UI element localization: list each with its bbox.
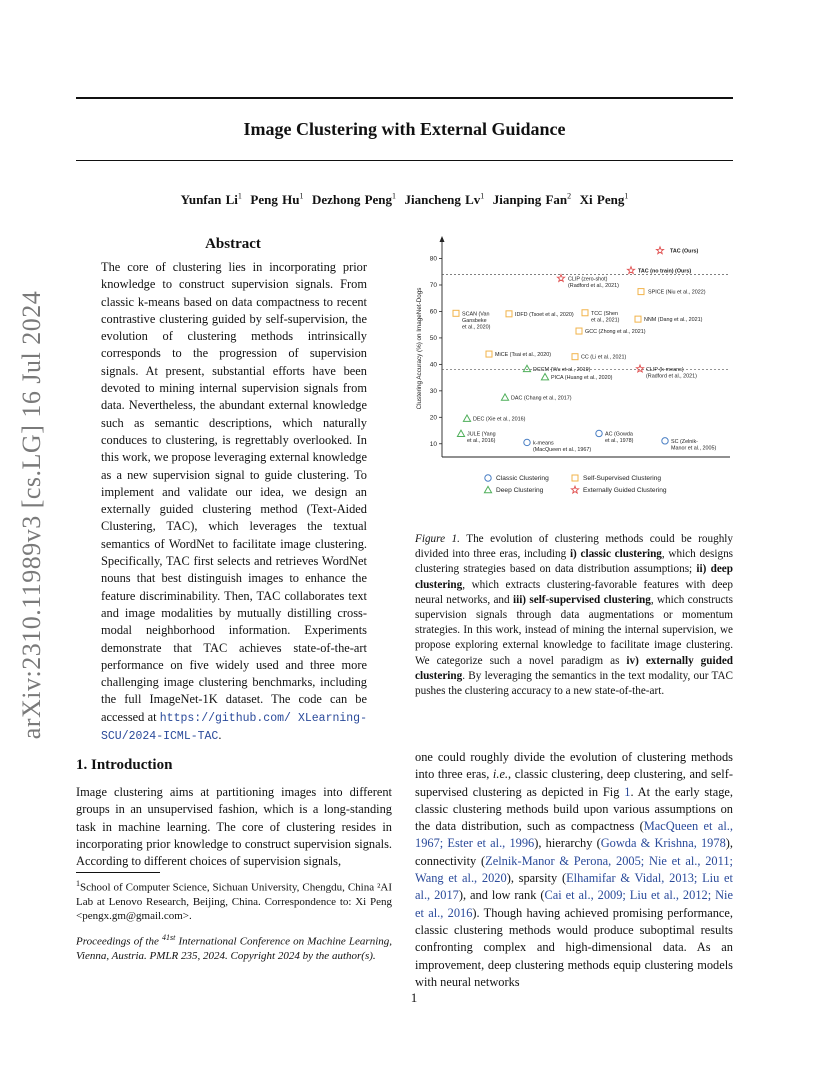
abstract-body: The core of clustering lies in incorporating prior knowledge to construct supervision signals. From classic k-means based on data compactness to recent contrastive clustering guided by self-supervision, the evolution of clustering methods intrinsically corresponds to the progression of supervision signals. At present, substantial efforts have been devoted to mining internal supervision signals from data. Nevertheless, the abundant external knowledge such as semantic descriptions, which naturally conduces to clustering, is regrettably overlooked. In this work, we propose leveraging external knowledge as a new supervision signal to guide clustering. To implement and validate our idea, we design an externally guided clustering method (Text-Aided Clustering, TAC), which leverages the textual semantics of WordNet to facilitate image clustering. Specifically, TAC first selects and retrieves WordNet nouns that best distinguish images to enhance the feature discriminability. Then, TAC collaborates text and image modalities by mutually distilling cross-modal neighborhood information. Experiments demonstrate that TAC achieves state-of-the-art performance on five widely used and three more challenging image clustering benchmarks, including the full ImageNet-1K dataset. The code can be accessed at https://github.com/ XLearning-SCU/2024-ICML-TAC. [101,260,367,744]
y-axis-label: Clustering Accuracy (%) on ImageNet-Dogs [416,287,423,410]
data-point-label: TAC (Ours) [670,248,699,255]
data-point-external [557,275,564,282]
proceedings-note: Proceedings of the $^{41st}$ International Conference on Machine Learning, Vienna, Austria. PMLR 235, 2024. Copyright 2024 by the author(s). [76,933,393,963]
data-point-external [636,365,643,372]
y-tick-label: 50 [429,334,437,342]
data-point-label: PICA (Huang et al., 2020) [551,375,613,382]
data-point-external [656,247,663,254]
data-point-self [506,311,512,317]
data-point-label: TAC (no train) (Ours) [638,268,692,275]
citation-link[interactable]: Gowda & Krishna, 1978 [600,836,726,851]
data-point-classic [524,439,530,445]
legend-label: Classic Clustering [496,475,549,482]
section-heading-introduction: 1. Introduction [76,757,173,773]
figure-ref-link[interactable]: 1 [624,784,631,799]
legend-marker-self [572,475,578,481]
affiliation-footnote: $^1$School of Computer Science, Sichuan University, Chengdu, China ²AI Lab at Lenovo Research, Beijing, China. Correspondence to: Xi Peng <pengx.gm@gmail.com>. [76,879,392,923]
legend-marker-classic [485,475,491,481]
citation-link[interactable]: Cai et al., 2009; Liu et al., 2012; Nie et al., 2016 [415,888,733,920]
author: Jiancheng Lv$^1$ [404,192,485,208]
y-tick-label: 70 [429,281,437,289]
legend-label: Externally Guided Clustering [583,487,667,494]
data-point-label: SCAN (Van Gansbeke et al., 2020) [462,311,491,331]
figure-1-chart [412,232,734,504]
author: Jianping Fan$^2$ [492,192,572,208]
data-point-label: CLIP (k-means) (Radford et al., 2021) [646,366,697,380]
data-point-label: IDFD (Tsoet et al., 2020) [515,311,574,318]
data-point-self [486,351,492,357]
data-point-label: k-means (MacQueen et al., 1967) [533,440,592,453]
citation-link[interactable]: MacQueen et al., 1967; Ester et al., 1996 [415,819,733,851]
y-axis-arrow [440,236,445,242]
code-link[interactable]: https://github.com/ XLearning-SCU/2024-ICML-TAC [101,711,367,744]
data-point-label: TCC (Shen et al., 2021) [591,310,620,324]
footnote-rule [76,872,160,873]
data-point-label: GCC (Zhong et al., 2021) [585,329,646,336]
title-top-rule [76,97,733,99]
data-point-self [572,354,578,360]
arxiv-stamp: arXiv:2310.11989v3 [cs.LG] 16 Jul 2024 [17,290,46,740]
legend-label: Self-Supervised Clustering [583,475,662,482]
author: Peng Hu$^1$ [250,192,304,208]
data-point-label: MiCE (Tsai et al., 2020) [495,352,552,359]
data-point-label: AC (Gowda et al., 1978) [605,431,634,444]
data-point-label: CC (Li et al., 2021) [581,354,627,361]
data-point-self [635,316,641,322]
data-point-label: DCCM (Wu et al., 2019) [533,366,591,373]
data-point-self [582,310,588,316]
y-tick-label: 20 [429,414,437,422]
author-list [76,192,733,208]
figure-1-caption: Figure 1. The evolution of clustering methods could be roughly divided into three eras, including i) classic clustering, which designs clustering strategies based on data distribution assumptions; ii) deep clustering, which extracts clustering-favorable features with deep neural networks, and iii) self-supervised clustering, which constructs supervision signals through data augmentations or momentum strategies. In this work, instead of mining the internal supervision, we propose exploring external knowledge to facilitate image clustering. We categorize such a novel paradigm as iv) externally guided clustering. By leveraging the semantics in the text modality, our TAC pushes the clustering accuracy to a new state-of-the-art. [415,533,734,698]
data-point-label: SPICE (Niu et al., 2022) [648,289,706,296]
legend-marker-deep [484,486,491,492]
data-point-label: CLIP (zero-shot) (Radford et al., 2021) [568,276,619,289]
data-point-label: JULE (Yang et al., 2016) [467,431,496,445]
y-tick-label: 10 [429,440,437,448]
citation-link[interactable]: Elhamifar & Vidal, 2013; Liu et al., 2017 [415,871,733,903]
data-point-label: NNM (Dang et al., 2021) [644,317,703,324]
data-point-classic [596,430,602,436]
data-point-deep [523,365,530,371]
data-point-label: DEC (Xie et al., 2016) [473,416,526,423]
data-point-label: SC (Zelnik-Manor et al., 2005) [671,438,717,452]
data-point-deep [457,430,464,436]
legend-label: Deep Clustering [496,487,544,494]
data-point-label: DAC (Chang et al., 2017) [511,395,572,402]
title-bottom-rule [76,160,733,161]
page-number: 1 [410,990,418,1005]
data-point-self [453,310,459,316]
author: Yunfan Li$^1$ [180,192,242,208]
y-tick-label: 60 [429,308,437,316]
y-tick-label: 40 [429,361,437,369]
citation-link[interactable]: Zelnik-Manor & Perona, 2005; Nie et al., 2011; Wang et al., 2020 [415,853,733,886]
data-point-deep [463,415,470,421]
data-point-external [627,267,634,274]
data-point-deep [501,394,508,400]
data-point-classic [662,438,668,444]
y-tick-label: 30 [429,387,437,395]
legend-marker-external [571,486,578,493]
data-point-deep [541,373,548,379]
intro-paragraph: Image clustering aims at partitioning images into different groups in an unsupervised fashion, which is a long-standing task in machine learning. The core of clustering resides in incorporating prior knowledge to construct supervision signals. According to different choices of supervision signals, [76,785,392,869]
author: Dezhong Peng$^1$ [311,192,397,208]
abstract-heading: Abstract [205,236,261,252]
y-tick-label: 80 [429,255,437,263]
paper-title: Image Clustering with External Guidance [243,119,566,139]
author: Xi Peng$^1$ [579,192,629,208]
data-point-self [576,328,582,334]
data-point-self [638,289,644,295]
intro-continued: one could roughly divide the evolution of clustering methods into three eras, i.e., classic clustering, deep clustering, and self-supervised clustering as depicted in Fig 1. At the early stage, classic clustering methods build upon various assumptions on the data distribution, such as compactness (MacQueen et al., 1967; Ester et al., 1996), hierarchy (Gowda & Krishna, 1978), connectivity (Zelnik-Manor & Perona, 2005; Nie et al., 2011; Wang et al., 2020), sparsity (Elhamifar & Vidal, 2013; Liu et al., 2017), and low rank (Cai et al., 2009; Liu et al., 2012; Nie et al., 2016). Though having achieved promising performance, classic clustering methods would produce suboptimal results confronting complex and high-dimensional data. As an improvement, deep clustering methods equip clustering models with neural networks [415,750,734,989]
